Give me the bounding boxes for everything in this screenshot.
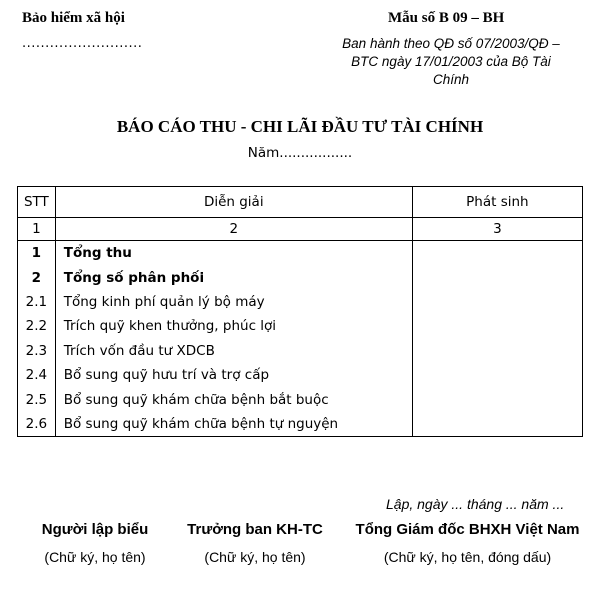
column-header-description: Diễn giải xyxy=(55,187,412,218)
row-amount xyxy=(412,265,582,289)
table-row xyxy=(18,412,583,437)
row-description: Bổ sung quỹ khám chữa bệnh bắt buộc xyxy=(55,387,412,411)
row-description: Trích vốn đầu tư XDCB xyxy=(55,339,412,363)
row-stt: 1 xyxy=(18,241,56,266)
organization-blank-line: .......................... xyxy=(22,36,143,51)
signer-note-preparer: (Chữ ký, họ tên) xyxy=(44,549,146,565)
signer-note-director-general: (Chữ ký, họ tên, đóng dấu) xyxy=(383,549,552,565)
row-stt: 2.1 xyxy=(18,290,56,314)
column-number: 2 xyxy=(55,218,412,241)
column-header-amount: Phát sinh xyxy=(412,187,582,218)
row-stt: 2.5 xyxy=(18,387,56,411)
place-date-line: Lập, ngày ... tháng ... năm ... xyxy=(386,496,565,512)
row-stt: 2.4 xyxy=(18,363,56,387)
row-amount xyxy=(412,290,582,314)
row-stt: 2.6 xyxy=(18,412,56,437)
column-header-stt: STT xyxy=(18,187,56,218)
organization-name: Bảo hiểm xã hội xyxy=(22,10,125,26)
row-description: Trích quỹ khen thưởng, phúc lợi xyxy=(55,314,412,338)
report-year: Năm................. xyxy=(247,145,353,161)
table-row xyxy=(18,290,583,314)
table-row xyxy=(18,339,583,363)
signer-title-preparer: Người lập biểu xyxy=(41,521,149,538)
signer-title-director-general: Tổng Giám đốc BHXH Việt Nam xyxy=(355,521,580,538)
row-description: Tổng thu xyxy=(55,241,412,266)
column-number-row xyxy=(18,218,583,241)
issuance-line: Chính xyxy=(432,72,470,87)
row-amount xyxy=(412,339,582,363)
signer-title-planning-head: Trưởng ban KH-TC xyxy=(187,521,323,538)
issuance-line: BTC ngày 17/01/2003 của Bộ Tài xyxy=(351,54,551,69)
row-description: Tổng số phân phối xyxy=(55,265,412,289)
row-description: Bổ sung quỹ khám chữa bệnh tự nguyện xyxy=(55,412,412,437)
signer-note-planning-head: (Chữ ký, họ tên) xyxy=(204,549,306,565)
table-row xyxy=(18,314,583,338)
column-number: 1 xyxy=(18,218,56,241)
row-amount xyxy=(412,314,582,338)
report-table xyxy=(17,186,583,437)
row-description: Bổ sung quỹ hưu trí và trợ cấp xyxy=(55,363,412,387)
row-amount xyxy=(412,363,582,387)
row-description: Tổng kinh phí quản lý bộ máy xyxy=(55,290,412,314)
issuance-line: Ban hành theo QĐ số 07/2003/QĐ – xyxy=(342,36,560,51)
row-stt: 2.2 xyxy=(18,314,56,338)
table-row xyxy=(18,241,583,266)
table-row xyxy=(18,387,583,411)
row-stt: 2.3 xyxy=(18,339,56,363)
table-row xyxy=(18,265,583,289)
row-amount xyxy=(412,241,582,266)
row-amount xyxy=(412,412,582,437)
report-title: BÁO CÁO THU - CHI LÃI ĐẦU TƯ TÀI CHÍNH xyxy=(116,117,484,136)
issuance-note xyxy=(320,35,582,89)
table-row xyxy=(18,363,583,387)
column-number: 3 xyxy=(412,218,582,241)
table-header-row xyxy=(18,187,583,218)
row-amount xyxy=(412,387,582,411)
form-number: Mẫu số B 09 – BH xyxy=(388,10,505,26)
row-stt: 2 xyxy=(18,265,56,289)
